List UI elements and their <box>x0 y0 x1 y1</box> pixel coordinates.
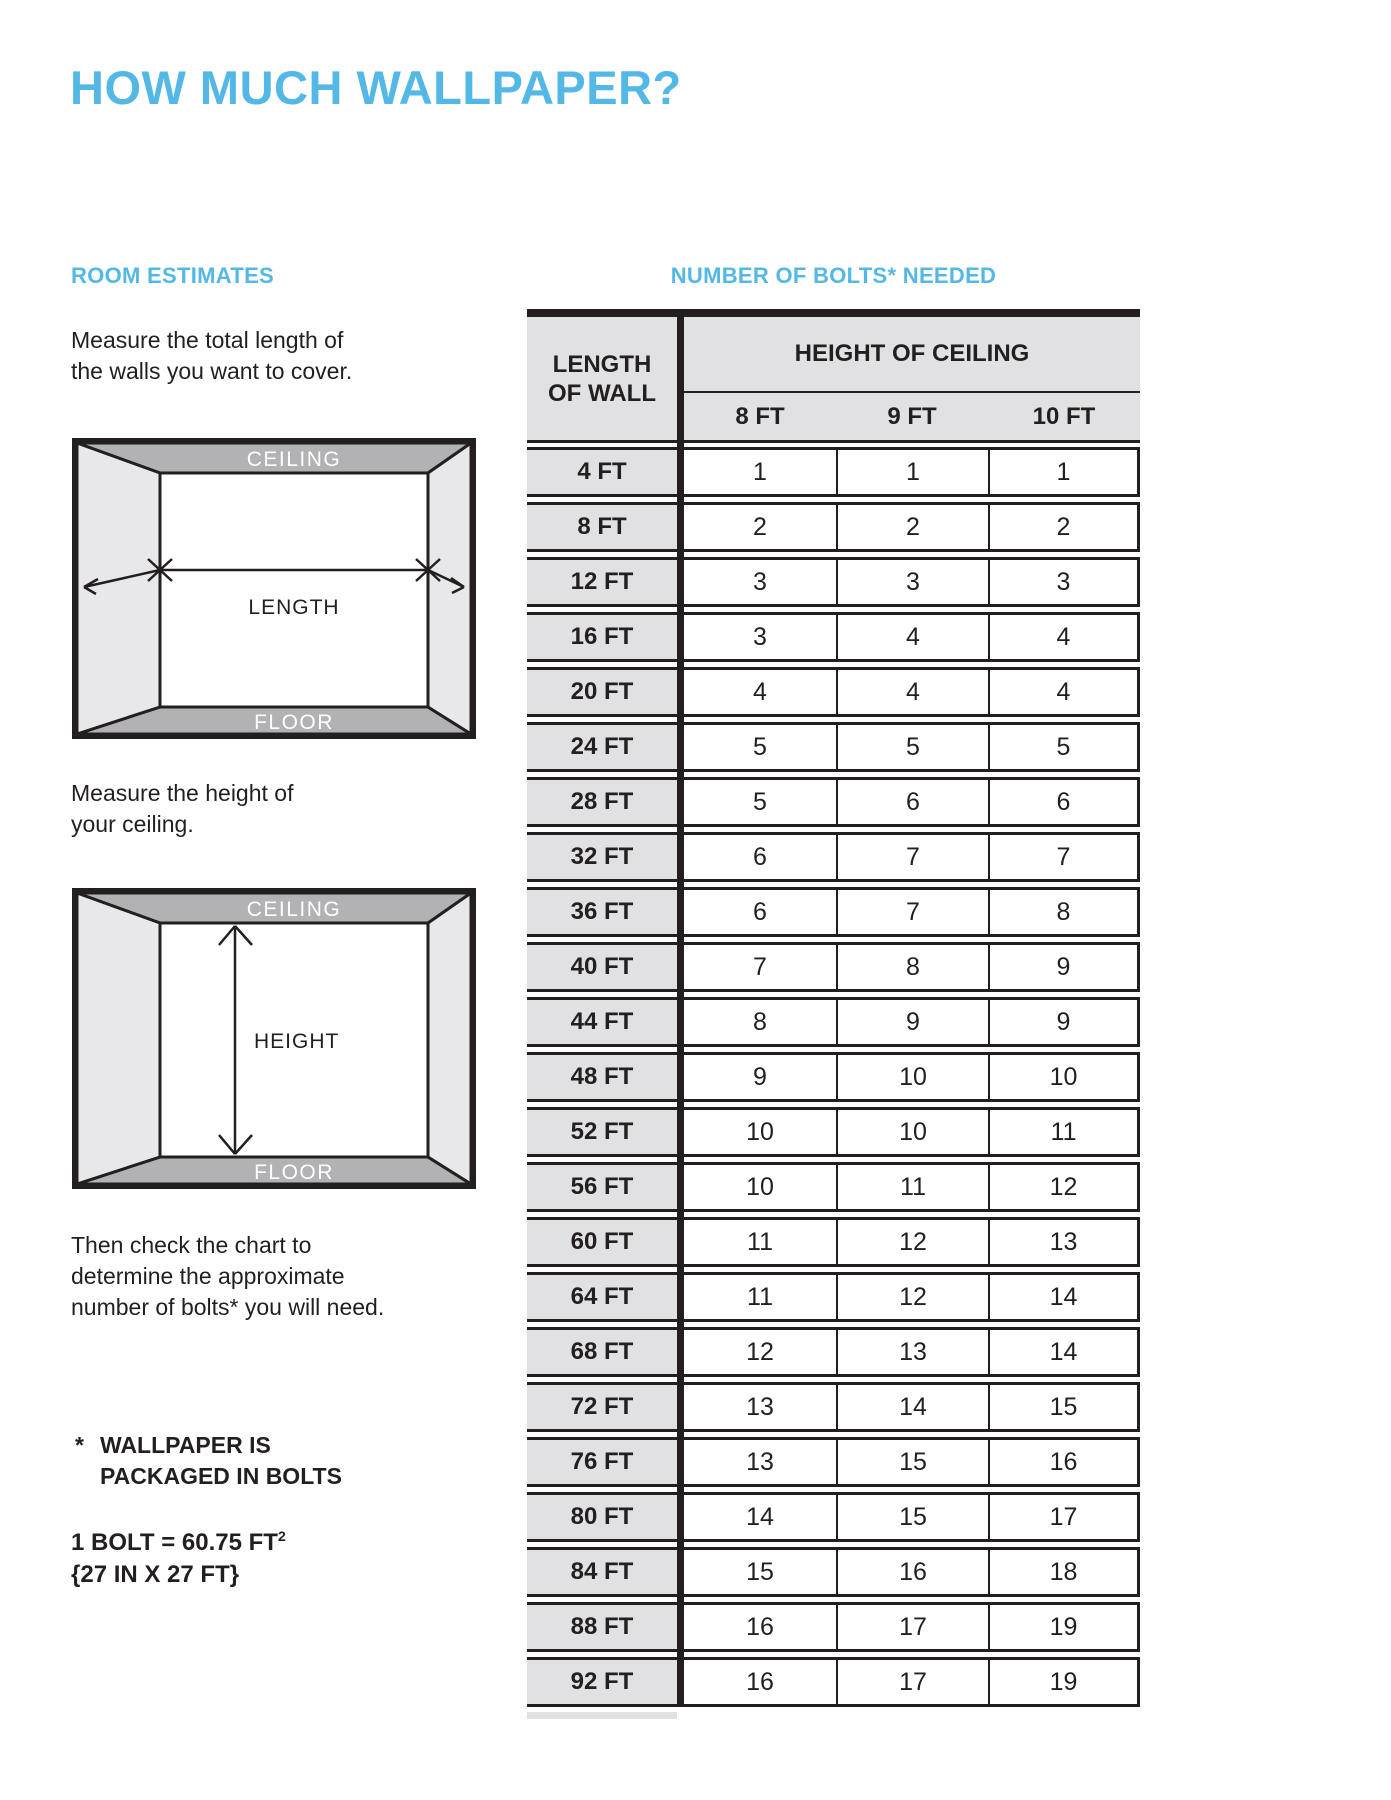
bolts-8ft-cell: 6 <box>684 832 836 882</box>
bolts-8ft-cell: 7 <box>684 942 836 992</box>
bolts-8ft-cell: 9 <box>684 1052 836 1102</box>
bolts-9ft-cell: 10 <box>836 1052 988 1102</box>
bolts-10ft-cell: 5 <box>988 722 1140 772</box>
table-row <box>527 1382 1140 1432</box>
bolts-8ft-cell: 13 <box>684 1382 836 1432</box>
table-row <box>527 1547 1140 1597</box>
bolts-10ft-cell: 9 <box>988 997 1140 1047</box>
table-row <box>527 557 1140 607</box>
bolts-8ft-cell: 3 <box>684 612 836 662</box>
bolts-9ft-cell: 2 <box>836 502 988 552</box>
table-header <box>527 317 1140 443</box>
height-label: HEIGHT <box>254 1030 340 1053</box>
table-row <box>527 1657 1140 1707</box>
table-body <box>527 447 1140 1707</box>
bolts-10ft-cell: 8 <box>988 887 1140 937</box>
paragraph-line: number of bolts* you will need. <box>71 1294 385 1320</box>
bolt-equation <box>71 1528 286 1557</box>
table-row <box>527 1492 1140 1542</box>
subheader-8ft: 8 FT <box>735 402 785 430</box>
table-row <box>527 832 1140 882</box>
bolts-9ft-cell: 7 <box>836 887 988 937</box>
wall-length-cell: 88 FT <box>527 1602 677 1652</box>
bolts-9ft-cell: 12 <box>836 1272 988 1322</box>
bolts-10ft-cell: 18 <box>988 1547 1140 1597</box>
wall-length-cell: 36 FT <box>527 887 677 937</box>
bolts-9ft-cell: 16 <box>836 1547 988 1597</box>
wall-length-cell: 68 FT <box>527 1327 677 1377</box>
room-estimates-heading: ROOM ESTIMATES <box>71 263 275 288</box>
paragraph-line: Measure the total length of <box>71 327 344 353</box>
bolts-10ft-cell: 4 <box>988 667 1140 717</box>
table-row <box>527 1162 1140 1212</box>
bolts-10ft-cell: 15 <box>988 1382 1140 1432</box>
bolts-10ft-cell: 2 <box>988 502 1140 552</box>
bolts-10ft-cell: 19 <box>988 1602 1140 1652</box>
wall-length-cell: 56 FT <box>527 1162 677 1212</box>
bolts-9ft-cell: 6 <box>836 777 988 827</box>
bolts-9ft-cell: 12 <box>836 1217 988 1267</box>
bolts-8ft-cell: 8 <box>684 997 836 1047</box>
asterisk: * <box>75 1432 84 1458</box>
table-row <box>527 1327 1140 1377</box>
measure-length-paragraph <box>71 325 352 387</box>
room-length-diagram <box>72 438 476 739</box>
table-row <box>527 1272 1140 1322</box>
bolts-10ft-cell: 19 <box>988 1657 1140 1707</box>
length-of-wall-header <box>527 317 677 443</box>
bolts-8ft-cell: 11 <box>684 1272 836 1322</box>
wall-length-cell: 72 FT <box>527 1382 677 1432</box>
paragraph-line: the walls you want to cover. <box>71 358 353 384</box>
bolts-10ft-cell: 11 <box>988 1107 1140 1157</box>
table-row <box>527 1107 1140 1157</box>
bolts-9ft-cell: 9 <box>836 997 988 1047</box>
header-line: OF WALL <box>548 379 656 407</box>
bolts-8ft-cell: 1 <box>684 447 836 497</box>
bolts-8ft-cell: 2 <box>684 502 836 552</box>
bolts-table <box>527 309 1140 1719</box>
bolts-8ft-cell: 16 <box>684 1657 836 1707</box>
bolts-8ft-cell: 10 <box>684 1162 836 1212</box>
bolts-9ft-cell: 17 <box>836 1657 988 1707</box>
table-row <box>527 1437 1140 1487</box>
wall-length-cell: 84 FT <box>527 1547 677 1597</box>
table-row <box>527 722 1140 772</box>
bolts-10ft-cell: 7 <box>988 832 1140 882</box>
page-title: HOW MUCH WALLPAPER? <box>70 61 682 114</box>
bolts-8ft-cell: 4 <box>684 667 836 717</box>
bolts-10ft-cell: 1 <box>988 447 1140 497</box>
table-row <box>527 502 1140 552</box>
wall-length-cell: 76 FT <box>527 1437 677 1487</box>
bolts-10ft-cell: 9 <box>988 942 1140 992</box>
bolts-8ft-cell: 5 <box>684 722 836 772</box>
table-tail-strip <box>527 1712 677 1719</box>
paragraph-line: your ceiling. <box>71 811 194 837</box>
bolts-9ft-cell: 4 <box>836 612 988 662</box>
wall-length-cell: 64 FT <box>527 1272 677 1322</box>
bolt-equation-text: 1 BOLT = 60.75 FT <box>71 1529 278 1556</box>
table-row <box>527 887 1140 937</box>
wall-length-cell: 48 FT <box>527 1052 677 1102</box>
wall-length-cell: 80 FT <box>527 1492 677 1542</box>
bolts-8ft-cell: 16 <box>684 1602 836 1652</box>
measure-height-paragraph <box>71 778 293 840</box>
bolts-10ft-cell: 3 <box>988 557 1140 607</box>
bolt-equation-exponent: 2 <box>277 1528 286 1544</box>
table-row <box>527 777 1140 827</box>
table-vertical-divider <box>677 317 684 1707</box>
bolts-9ft-cell: 17 <box>836 1602 988 1652</box>
subheader-9ft: 9 FT <box>887 402 937 430</box>
bolts-9ft-cell: 3 <box>836 557 988 607</box>
paragraph-line: determine the approximate <box>71 1263 345 1289</box>
bolts-8ft-cell: 10 <box>684 1107 836 1157</box>
bolts-10ft-cell: 6 <box>988 777 1140 827</box>
table-row <box>527 942 1140 992</box>
wall-length-cell: 8 FT <box>527 502 677 552</box>
ceiling-label: CEILING <box>246 448 342 471</box>
header-line: LENGTH <box>552 350 652 378</box>
bolts-10ft-cell: 16 <box>988 1437 1140 1487</box>
bolt-dimensions: {27 IN X 27 FT} <box>71 1561 240 1588</box>
bolts-10ft-cell: 14 <box>988 1327 1140 1377</box>
bolts-9ft-cell: 4 <box>836 667 988 717</box>
bolts-9ft-cell: 14 <box>836 1382 988 1432</box>
wall-length-cell: 12 FT <box>527 557 677 607</box>
bolts-8ft-cell: 5 <box>684 777 836 827</box>
floor-label: FLOOR <box>254 1161 334 1184</box>
left-wall-face <box>77 893 160 1184</box>
bolts-10ft-cell: 4 <box>988 612 1140 662</box>
right-wall-face <box>428 893 471 1184</box>
bolts-9ft-cell: 13 <box>836 1327 988 1377</box>
table-row <box>527 667 1140 717</box>
bolts-9ft-cell: 8 <box>836 942 988 992</box>
bolts-10ft-cell: 12 <box>988 1162 1140 1212</box>
table-row <box>527 447 1140 497</box>
bolts-8ft-cell: 12 <box>684 1327 836 1377</box>
ceiling-height-subheaders <box>684 393 1140 443</box>
ceiling-label: CEILING <box>246 898 342 921</box>
wall-length-cell: 4 FT <box>527 447 677 497</box>
bolts-8ft-cell: 6 <box>684 887 836 937</box>
bolts-9ft-cell: 1 <box>836 447 988 497</box>
wallpaper-footnote <box>75 1430 342 1492</box>
check-chart-paragraph <box>71 1230 384 1323</box>
bolts-9ft-cell: 11 <box>836 1162 988 1212</box>
bolts-10ft-cell: 10 <box>988 1052 1140 1102</box>
table-row <box>527 1217 1140 1267</box>
wall-length-cell: 40 FT <box>527 942 677 992</box>
wall-length-cell: 92 FT <box>527 1657 677 1707</box>
wall-length-cell: 60 FT <box>527 1217 677 1267</box>
bolts-9ft-cell: 15 <box>836 1492 988 1542</box>
left-wall-face <box>77 443 160 734</box>
bolts-10ft-cell: 17 <box>988 1492 1140 1542</box>
wall-length-cell: 28 FT <box>527 777 677 827</box>
bolts-8ft-cell: 15 <box>684 1547 836 1597</box>
bolts-9ft-cell: 5 <box>836 722 988 772</box>
wall-length-cell: 52 FT <box>527 1107 677 1157</box>
wall-length-cell: 44 FT <box>527 997 677 1047</box>
floor-label: FLOOR <box>254 711 334 734</box>
table-row <box>527 612 1140 662</box>
right-wall-face <box>428 443 471 734</box>
wall-length-cell: 20 FT <box>527 667 677 717</box>
table-top-bar <box>527 309 1140 317</box>
wall-length-cell: 24 FT <box>527 722 677 772</box>
table-row <box>527 1052 1140 1102</box>
bolts-8ft-cell: 3 <box>684 557 836 607</box>
bolts-10ft-cell: 14 <box>988 1272 1140 1322</box>
bolts-9ft-cell: 10 <box>836 1107 988 1157</box>
table-row <box>527 1602 1140 1652</box>
bolts-needed-heading: NUMBER OF BOLTS* NEEDED <box>670 263 997 288</box>
bolts-9ft-cell: 15 <box>836 1437 988 1487</box>
bolts-10ft-cell: 13 <box>988 1217 1140 1267</box>
paragraph-line: Then check the chart to <box>71 1232 312 1258</box>
length-label: LENGTH <box>248 596 340 619</box>
bolts-8ft-cell: 13 <box>684 1437 836 1487</box>
subheader-10ft: 10 FT <box>1032 402 1096 430</box>
wall-length-cell: 16 FT <box>527 612 677 662</box>
footnote-line: PACKAGED IN BOLTS <box>100 1463 342 1489</box>
paragraph-line: Measure the height of <box>71 780 294 806</box>
table-row <box>527 997 1140 1047</box>
room-height-diagram <box>72 888 476 1189</box>
footnote-line: WALLPAPER IS <box>100 1432 271 1458</box>
bolts-9ft-cell: 7 <box>836 832 988 882</box>
bolts-8ft-cell: 11 <box>684 1217 836 1267</box>
height-of-ceiling-header: HEIGHT OF CEILING <box>684 317 1140 393</box>
bolts-8ft-cell: 14 <box>684 1492 836 1542</box>
wall-length-cell: 32 FT <box>527 832 677 882</box>
